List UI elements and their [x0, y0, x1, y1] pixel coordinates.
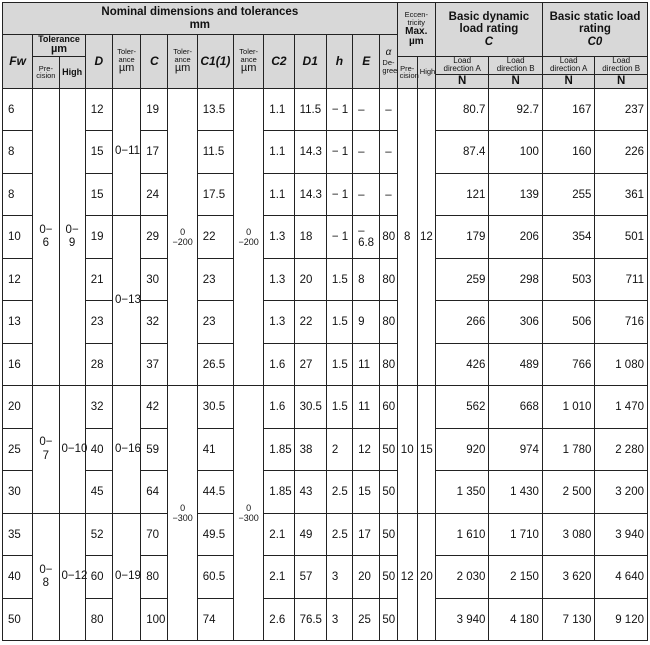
stat-dir-a-cell: 167: [542, 88, 594, 131]
c1-cell: 22: [197, 216, 233, 259]
e-cell: 12: [353, 428, 380, 471]
stat-dir-a-cell: 354: [542, 216, 594, 259]
degree-cell: 50: [380, 428, 397, 471]
d-cell: 52: [85, 513, 112, 556]
h-cell: 2.5: [326, 513, 352, 556]
h-cell: 2: [326, 428, 352, 471]
c-cell: 42: [141, 386, 168, 429]
table-row: [3, 88, 648, 131]
table-header: [3, 3, 648, 89]
d-cell: 32: [85, 386, 112, 429]
d-cell: 12: [85, 88, 112, 131]
stat-dir-a-cell: 7 130: [542, 598, 594, 641]
dyn-dir-b-cell: 206: [489, 216, 543, 259]
fw-tol-precision: 0− 6: [33, 88, 59, 386]
stat-dir-b-cell: 1 080: [595, 343, 648, 386]
dyn-b-unit: N: [489, 74, 543, 88]
c-cell: 29: [141, 216, 168, 259]
d1-cell: 18: [294, 216, 326, 259]
fw-cell: 6: [3, 88, 33, 131]
e-cell: 25: [353, 598, 380, 641]
fw-precision-header: Pre-cision: [33, 56, 59, 88]
c2-cell: 1.3: [264, 258, 294, 301]
c-tol-cell: 0 −200: [168, 88, 197, 386]
c-tol-header: Toler-ance µm: [168, 35, 197, 89]
stat-dir-b-cell: 237: [595, 88, 648, 131]
stat-dir-a-cell: 1 010: [542, 386, 594, 429]
fw-cell: 16: [3, 343, 33, 386]
d-cell: 28: [85, 343, 112, 386]
table-row: [3, 258, 648, 301]
c1-cell: 11.5: [197, 131, 233, 174]
d1-cell: 20: [294, 258, 326, 301]
c1-cell: 17.5: [197, 173, 233, 216]
fw-cell: 20: [3, 386, 33, 429]
dyn-dir-a-cell: 1 350: [435, 471, 488, 514]
dyn-dir-b-cell: 100: [489, 131, 543, 174]
stat-dir-a-cell: 506: [542, 301, 594, 344]
fw-cell: 40: [3, 556, 33, 599]
d-tol-cell: 0−13: [112, 216, 140, 386]
dyn-dir-b-cell: 4 180: [489, 598, 543, 641]
d-cell: 45: [85, 471, 112, 514]
fw-high-header: High: [59, 56, 85, 88]
dyn-dir-b-header: Load direction B: [489, 56, 543, 74]
c2-cell: 1.85: [264, 471, 294, 514]
d-cell: 40: [85, 428, 112, 471]
table-row: [3, 386, 648, 429]
c-cell: 19: [141, 88, 168, 131]
stat-dir-b-cell: 9 120: [595, 598, 648, 641]
fw-tol-high: 0−12: [59, 513, 85, 641]
c2-cell: 1.1: [264, 88, 294, 131]
degree-cell: 60: [380, 386, 397, 429]
c2-cell: 1.6: [264, 343, 294, 386]
dyn-dir-a-cell: 121: [435, 173, 488, 216]
d-tol-cell: 0−16: [112, 386, 140, 514]
fw-header: Fw: [3, 35, 33, 89]
stat-dir-a-cell: 2 500: [542, 471, 594, 514]
table-row: [3, 513, 648, 556]
table-row: [3, 131, 648, 174]
fw-tol-high: 0−10: [59, 386, 85, 514]
e-cell: –: [353, 131, 380, 174]
fw-cell: 8: [3, 131, 33, 174]
h-cell: − 1: [326, 88, 352, 131]
stat-dir-a-cell: 1 780: [542, 428, 594, 471]
d1-cell: 14.3: [294, 131, 326, 174]
fw-tol-precision: 0− 7: [33, 386, 59, 514]
dyn-dir-b-cell: 489: [489, 343, 543, 386]
c-cell: 59: [141, 428, 168, 471]
d-cell: 15: [85, 131, 112, 174]
d-cell: 60: [85, 556, 112, 599]
dyn-dir-b-cell: 1 710: [489, 513, 543, 556]
ecc-high-header: High: [417, 56, 435, 88]
c1-cell: 23: [197, 301, 233, 344]
stat-dir-a-cell: 3 080: [542, 513, 594, 556]
nominal-header: Nominal dimensions and tolerances mm: [3, 3, 398, 35]
h-header: h: [326, 35, 352, 89]
degree-cell: –: [380, 131, 397, 174]
c2-cell: 2.6: [264, 598, 294, 641]
h-cell: 1.5: [326, 386, 352, 429]
dyn-dir-b-cell: 139: [489, 173, 543, 216]
fw-cell: 50: [3, 598, 33, 641]
e-header: E: [353, 35, 380, 89]
h-cell: − 1: [326, 131, 352, 174]
c1-cell: 60.5: [197, 556, 233, 599]
stat-dir-b-cell: 3 940: [595, 513, 648, 556]
d1-cell: 27: [294, 343, 326, 386]
fw-cell: 8: [3, 173, 33, 216]
degree-cell: 50: [380, 471, 397, 514]
fw-cell: 30: [3, 471, 33, 514]
d1-cell: 57: [294, 556, 326, 599]
e-cell: 15: [353, 471, 380, 514]
stat-dir-b-cell: 361: [595, 173, 648, 216]
ecc-high-cell: 12: [417, 88, 435, 386]
degree-cell: 80: [380, 258, 397, 301]
c1-tol-cell: 0 −300: [234, 386, 264, 641]
stat-dir-b-cell: 2 280: [595, 428, 648, 471]
stat-dir-b-cell: 4 640: [595, 556, 648, 599]
e-cell: 8: [353, 258, 380, 301]
stat-dir-b-cell: 501: [595, 216, 648, 259]
c-cell: 37: [141, 343, 168, 386]
c2-cell: 1.3: [264, 301, 294, 344]
dyn-dir-a-cell: 562: [435, 386, 488, 429]
fw-tol-high: 0− 9: [59, 88, 85, 386]
stat-dir-b-cell: 226: [595, 131, 648, 174]
d1-cell: 49: [294, 513, 326, 556]
c-cell: 100: [141, 598, 168, 641]
c-cell: 24: [141, 173, 168, 216]
d-cell: 23: [85, 301, 112, 344]
degree-cell: 80: [380, 343, 397, 386]
c-cell: 32: [141, 301, 168, 344]
c2-header: C2: [264, 35, 294, 89]
d-tol-cell: 0−19: [112, 513, 140, 641]
degree-cell: 50: [380, 598, 397, 641]
c2-cell: 2.1: [264, 556, 294, 599]
stat-dir-b-cell: 716: [595, 301, 648, 344]
c2-cell: 1.1: [264, 173, 294, 216]
degree-cell: 50: [380, 556, 397, 599]
table-row: [3, 301, 648, 344]
fw-cell: 25: [3, 428, 33, 471]
stat-a-unit: N: [542, 74, 594, 88]
c2-cell: 1.6: [264, 386, 294, 429]
stat-dir-a-cell: 160: [542, 131, 594, 174]
c-cell: 64: [141, 471, 168, 514]
fw-tol-precision: 0− 8: [33, 513, 59, 641]
h-cell: 2.5: [326, 471, 352, 514]
dyn-a-unit: N: [435, 74, 488, 88]
ecc-high-cell: 20: [417, 513, 435, 641]
ecc-header: Eccen-tricity Max. µm: [397, 3, 435, 57]
dyn-dir-b-cell: 2 150: [489, 556, 543, 599]
d1-cell: 76.5: [294, 598, 326, 641]
h-cell: − 1: [326, 216, 352, 259]
ecc-precision-cell: 10: [397, 386, 417, 514]
table-row: [3, 428, 648, 471]
stat-dir-b-cell: 1 470: [595, 386, 648, 429]
stat-b-unit: N: [595, 74, 648, 88]
table-row: [3, 216, 648, 259]
d1-header: D1: [294, 35, 326, 89]
dyn-dir-a-cell: 80.7: [435, 88, 488, 131]
dyn-dir-a-cell: 920: [435, 428, 488, 471]
table-row: [3, 598, 648, 641]
c1-cell: 41: [197, 428, 233, 471]
c2-cell: 1.85: [264, 428, 294, 471]
dynamic-header: Basic dynamic load rating C: [435, 3, 542, 57]
e-cell: – 6.8: [353, 216, 380, 259]
ecc-precision-header: Pre-cision: [397, 56, 417, 88]
tolerance-header: Tolerance µm: [33, 35, 85, 57]
d1-cell: 30.5: [294, 386, 326, 429]
table-row: [3, 471, 648, 514]
e-cell: 11: [353, 386, 380, 429]
fw-cell: 10: [3, 216, 33, 259]
d-tol-cell: 0−11: [112, 88, 140, 216]
c1-cell: 49.5: [197, 513, 233, 556]
d1-cell: 43: [294, 471, 326, 514]
stat-dir-b-cell: 711: [595, 258, 648, 301]
d-tol-header: Toler-ance µm: [112, 35, 140, 89]
c-cell: 80: [141, 556, 168, 599]
degree-cell: 80: [380, 216, 397, 259]
e-cell: 11: [353, 343, 380, 386]
dyn-dir-a-cell: 179: [435, 216, 488, 259]
c2-cell: 1.3: [264, 216, 294, 259]
c-tol-cell: 0 −300: [168, 386, 197, 641]
dyn-dir-a-cell: 87.4: [435, 131, 488, 174]
dyn-dir-b-cell: 1 430: [489, 471, 543, 514]
ecc-precision-cell: 12: [397, 513, 417, 641]
stat-dir-b-header: Load direction B: [595, 56, 648, 74]
c1-cell: 74: [197, 598, 233, 641]
d1-cell: 11.5: [294, 88, 326, 131]
c1-cell: 26.5: [197, 343, 233, 386]
d-header: D: [85, 35, 112, 89]
d1-cell: 22: [294, 301, 326, 344]
dyn-dir-b-cell: 92.7: [489, 88, 543, 131]
fw-cell: 13: [3, 301, 33, 344]
stat-dir-a-cell: 766: [542, 343, 594, 386]
degree-cell: –: [380, 173, 397, 216]
stat-dir-b-cell: 3 200: [595, 471, 648, 514]
c-cell: 70: [141, 513, 168, 556]
d-cell: 80: [85, 598, 112, 641]
h-cell: 3: [326, 598, 352, 641]
h-cell: 1.5: [326, 258, 352, 301]
dyn-dir-a-cell: 266: [435, 301, 488, 344]
c-cell: 17: [141, 131, 168, 174]
c2-cell: 2.1: [264, 513, 294, 556]
c1-cell: 13.5: [197, 88, 233, 131]
dimensions-table: [2, 2, 648, 641]
d-cell: 19: [85, 216, 112, 259]
stat-dir-a-cell: 255: [542, 173, 594, 216]
dyn-dir-b-cell: 668: [489, 386, 543, 429]
h-cell: 1.5: [326, 343, 352, 386]
stat-dir-a-header: Load direction A: [542, 56, 594, 74]
static-header: Basic static load rating C0: [542, 3, 647, 57]
alpha-header: α De-gree: [380, 35, 397, 89]
h-cell: 1.5: [326, 301, 352, 344]
d1-cell: 14.3: [294, 173, 326, 216]
dyn-dir-a-header: Load direction A: [435, 56, 488, 74]
dyn-dir-a-cell: 1 610: [435, 513, 488, 556]
degree-cell: 80: [380, 301, 397, 344]
dyn-dir-b-cell: 974: [489, 428, 543, 471]
stat-dir-a-cell: 3 620: [542, 556, 594, 599]
c1-cell: 44.5: [197, 471, 233, 514]
e-cell: –: [353, 88, 380, 131]
h-cell: − 1: [326, 173, 352, 216]
c1-tol-cell: 0 −200: [234, 88, 264, 386]
d-cell: 21: [85, 258, 112, 301]
c1-cell: 23: [197, 258, 233, 301]
stat-dir-a-cell: 503: [542, 258, 594, 301]
fw-cell: 12: [3, 258, 33, 301]
table-body: [3, 88, 648, 641]
e-cell: 20: [353, 556, 380, 599]
dyn-dir-a-cell: 2 030: [435, 556, 488, 599]
c-cell: 30: [141, 258, 168, 301]
e-cell: 9: [353, 301, 380, 344]
fw-cell: 35: [3, 513, 33, 556]
c2-cell: 1.1: [264, 131, 294, 174]
table-row: [3, 556, 648, 599]
c1-tol-header: Toler-ance µm: [234, 35, 264, 89]
dyn-dir-a-cell: 259: [435, 258, 488, 301]
c-header: C: [141, 35, 168, 89]
dyn-dir-a-cell: 3 940: [435, 598, 488, 641]
e-cell: 17: [353, 513, 380, 556]
e-cell: –: [353, 173, 380, 216]
table-row: [3, 343, 648, 386]
ecc-high-cell: 15: [417, 386, 435, 514]
dyn-dir-a-cell: 426: [435, 343, 488, 386]
degree-cell: 50: [380, 513, 397, 556]
c1-cell: 30.5: [197, 386, 233, 429]
dyn-dir-b-cell: 298: [489, 258, 543, 301]
c1-header: C1(1): [197, 35, 233, 89]
ecc-precision-cell: 8: [397, 88, 417, 386]
h-cell: 3: [326, 556, 352, 599]
table-row: [3, 173, 648, 216]
d-cell: 15: [85, 173, 112, 216]
d1-cell: 38: [294, 428, 326, 471]
degree-cell: –: [380, 88, 397, 131]
dyn-dir-b-cell: 306: [489, 301, 543, 344]
